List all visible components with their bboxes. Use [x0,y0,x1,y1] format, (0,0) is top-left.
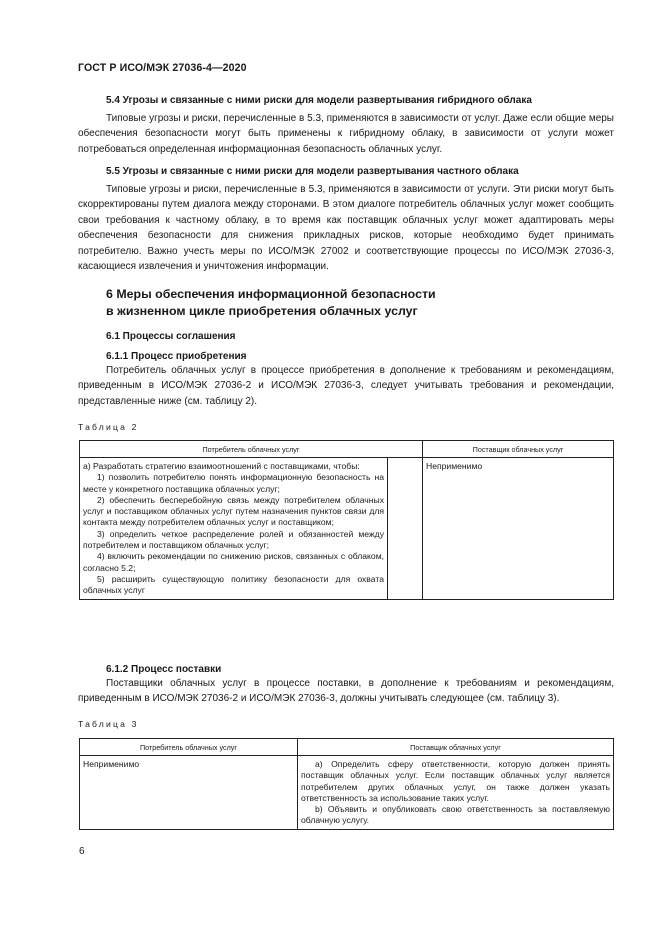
section-6-1-1-title: 6.1.1 Процесс приобретения [106,351,247,362]
section-6-1-2-paragraph: Поставщики облачных услуг в процессе поставки, в дополнение к требованиям и рекомендациям, приведенным в ИСО/МЭК 27036-2 и ИСО/МЭК 27036-3, должны учитывать следующее (см. таблицу 3). [78,678,614,705]
table-2-intro: а) Разработать стратегию взаимоотношений с поставщиками, чтобы: [83,461,360,471]
table-2-empty-cell [388,458,423,600]
table-2-consumer-cell [80,458,388,600]
section-5-5-paragraph: Типовые угрозы и риски, перечисленные в 5.3, применяются в зависимости от услуги. Эти риски могут быть скорректированы путем диалога между сторонами. В этом диалоге потребитель облачных услуг может сообщить свои требования к частному облаку, в то время как поставщик облачных услуг может адаптировать меры обеспечения безопасности для снижения прикладных рисков, которые необходимо будет принимать потребителю. Важно учесть меры по ИСО/МЭК 27002 и соответствующие процессы по ИСО/МЭК 27036-3, касающиеся извлечения и уничтожения информации. [78,184,614,273]
table-3-caption: Таблица 3 [78,719,139,729]
section-6-1-1-paragraph: Потребитель облачных услуг в процессе приобретения в дополнение к требованиям и рекомендациям, приведенным в ИСО/МЭК 27036-2 и ИСО/МЭК 27036-3, следует учитывать требования и рекомендации, представленные ниже (см. таблицу 2). [78,365,614,407]
table-2-item-3: 3) определить четкое распределение ролей и обязанностей между потребителем и поставщиком облачных услуг; [83,528,384,551]
table-3-item-b: b) Объявить и опубликовать свою ответственность за поставляемую облачную услугу. [301,804,610,826]
table-2 [79,440,614,600]
table-2-item-5: 5) расширить существующую политику безопасности для охвата облачных услуг [83,573,384,596]
table-3 [79,738,614,830]
table-3-header-consumer: Потребитель облачных услуг [80,739,298,756]
table-2-header-consumer: Потребитель облачных услуг [80,441,423,458]
table-2-provider-cell: Неприменимо [423,458,614,600]
table-3-consumer-cell: Неприменимо [80,756,298,830]
table-3-item-a: а) Определить сферу ответственности, которую должен принять поставщик облачных услуг. Если поставщик облачных услуг является потребителем других облачных услуг, он также должен указать ответственность за использование таких услуг. [301,759,610,803]
section-5-4-paragraph: Типовые угрозы и риски, перечисленные в 5.3, применяются в зависимости от услуг. Даже если общие меры обеспечения безопасности могут быть применены к гибридному облаку, в зависимости от услуги может потребоваться определенная информационная безопасность облачных услуг. [78,113,614,155]
table-2-caption: Таблица 2 [78,422,139,432]
table-2-item-4: 4) включить рекомендации по снижению рисков, связанных с облаком, согласно 5.2; [83,551,384,573]
section-5-4-text [78,111,614,157]
section-6-title-line2: в жизненном цикле приобретения облачных услуг [106,304,418,318]
table-2-header-provider: Поставщик облачных услуг [423,441,614,458]
section-6-1-2-title: 6.1.2 Процесс поставки [106,664,222,675]
table-3-provider-cell [298,756,614,830]
section-5-5-title: 5.5 Угрозы и связанные с ними риски для модели развертывания частного облака [106,166,519,177]
table-2-item-1: 1) позволить потребителю понять информационную безопасность на месте у конкретного поставщика облачных услуг; [83,472,384,494]
section-6-1-1-text [78,363,614,409]
document-code-header: ГОСТ Р ИСО/МЭК 27036-4—2020 [78,62,247,74]
section-6-1-title: 6.1 Процессы соглашения [106,331,236,342]
table-3-header-provider: Поставщик облачных услуг [298,739,614,756]
table-2-item-2: 2) обеспечить бесперебойную связь между потребителем облачных услуг и поставщиком облачных услуг путем назначения пунктов связи для контакта между потребителем облачных услуг и поставщиком; [83,494,384,528]
section-5-5-text [78,182,614,274]
section-6-1-2-text [78,676,614,707]
page-number: 6 [79,846,85,857]
section-6-title [106,286,436,320]
section-6-title-line1: 6 Меры обеспечения информационной безопасности [106,287,436,301]
section-5-4-title: 5.4 Угрозы и связанные с ними риски для модели развертывания гибридного облака [106,95,532,106]
